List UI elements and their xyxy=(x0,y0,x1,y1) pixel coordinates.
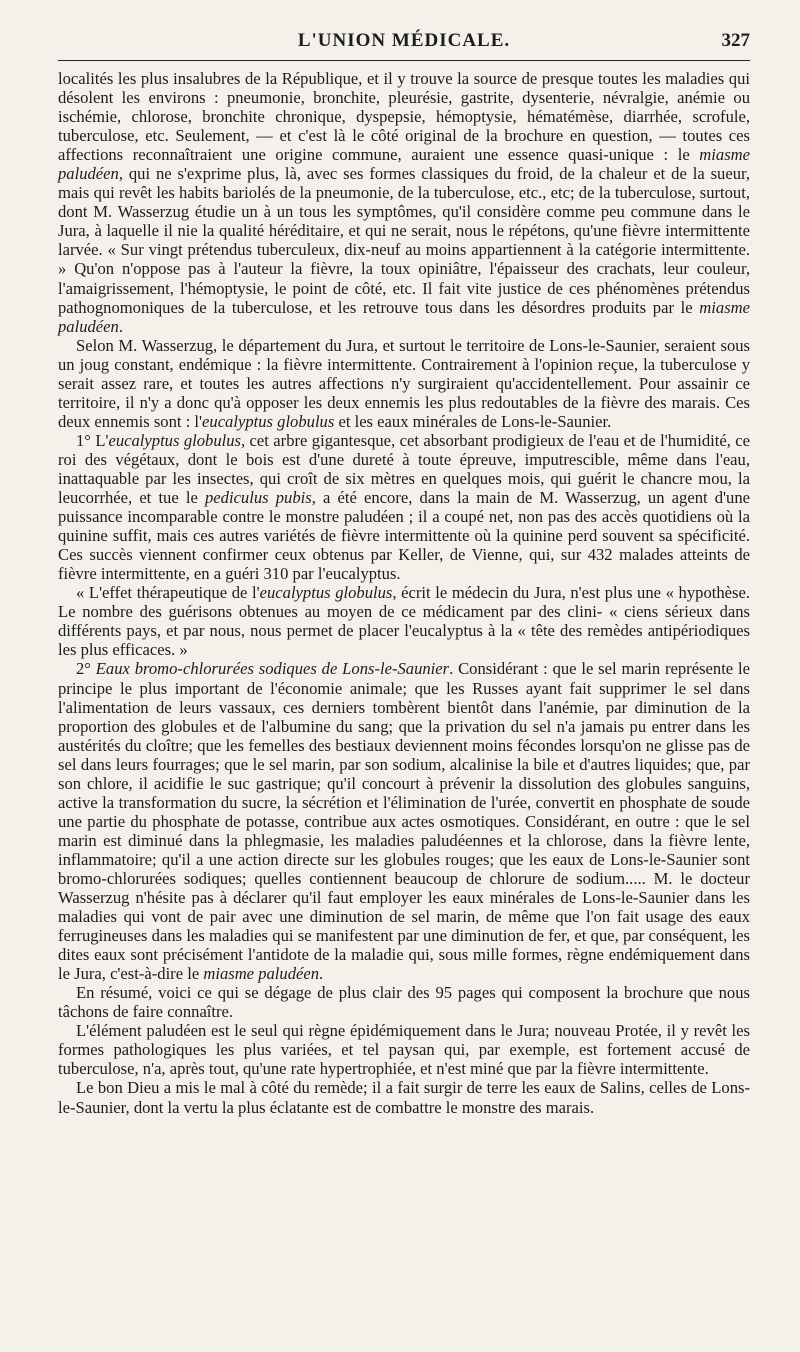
paragraph-symptoms: localités les plus insalubres de la République, et il y trouve la source de presque toutes les maladies qui désolent les environs : pneumonie, bronchite, pleurésie, gastrite, dysenterie, névralgie, anémie ou ischémie, chlorose, bronchite chronique, dyspepsie, hémoptysie, hématémèse, diarrhée, scrofule, tuberculose, etc. Seulement, — et c'est là le côté original de la brochure en question, — toutes ces affections reconnaîtraient une origine commune, auraient une essence quasi-unique : le miasme paludéen, qui ne s'exprime plus, là, avec ses formes classiques du froid, de la chaleur et de la sueur, mais qui revêt les habits bariolés de la pneumonie, de la tuberculose, etc., etc; de la tuberculose, surtout, dont M. Wasserzug étudie un à un tous les symptômes, qu'il considère comme peu commune dans le Jura, à laquelle il nie la qualité héréditaire, et qui ne serait, nous le répétons, qu'une fièvre intermittente larvée. « Sur vingt prétendus tuberculeux, dix-neuf au moins appartiennent à la catégorie intermittente. » Qu'on n'oppose pas à l'auteur la fièvre, la toux opiniâtre, l'épaisseur des crachats, leur couleur, l'amaigrissement, l'hémoptysie, le point de côté, etc. Il fait vite justice de ces phénomènes prétendus pathognomoniques de la tuberculose, et les retrouve tous dans les désordres produits par le miasme paludéen. xyxy=(58,69,750,336)
paragraph-jura-endemic: Selon M. Wasserzug, le département du Jura, et surtout le territoire de Lons-le-Saunier, seraient sous un joug constant, endémique : la fièvre intermittente. Contrairement à l'opinion reçue, la tuberculose y serait assez rare, et toutes les autres affections n'y surgiraient qu'accidentellement. Pour assainir ce territoire, il n'y a donc qu'à opposer les deux ennemis les plus redoutables de la fièvre des marais. Ces deux ennemis sont : l'eucalyptus globulus et les eaux minérales de Lons-le-Saunier. xyxy=(58,335,750,431)
paragraph-eucalyptus: 1° L'eucalyptus globulus, cet arbre gigantesque, cet absorbant prodigieux de l'eau et de l'humidité, ce roi des végétaux, dont le bois est d'une dureté à toute épreuve, imputrescible, même dans l'eau, inattaquable par les insectes, qui croît de six mètres en quelques mois, qui guérit le chancre mou, la leucorrhée, et tue le pediculus pubis, a été encore, dans la main de M. Wasserzug, un agent d'une puissance incomparable contre le monstre paludéen ; il a coupé net, non pas des accès quotidiens où la quinine suffit, mais ces autres variétés de fièvre intermittente où la quinine perd souvent sa spécificité. Ces succès viennent confirmer ceux obtenus par Keller, de Vienne, qui, sur 432 malades atteints de fièvre intermittente, en a guéri 310 par l'eucalyptus. xyxy=(58,430,750,584)
paragraph-quotation: « L'effet thérapeutique de l'eucalyptus globulus, écrit le médecin du Jura, n'est plus une « hypothèse. Le nombre des guérisons obtenues au moyen de ce médicament par des clini- « ciens sérieux dans différents pays, et par nous, nous permet de placer l'eucalyptus à la « tête des remèdes antipériodiques les plus efficaces. » xyxy=(58,583,750,660)
paragraph-paludean-element: L'élément paludéen est le seul qui règne épidémiquement dans le Jura; nouveau Protée, il y revêt les formes pathologiques les plus variées, et tel paysan qui, par exemple, est fortement accusé de tuberculose, n'a, après tout, qu'une rate hypertrophiée, et n'est miné que par la fièvre intermittente. xyxy=(58,1021,750,1079)
paragraph-conclusion: Le bon Dieu a mis le mal à côté du remède; il a fait surgir de terre les eaux de Salins, celles de Lons-le-Saunier, dont la vertu la plus éclatante est de combattre le monstre des marais. xyxy=(58,1078,750,1117)
article-body xyxy=(58,69,750,1117)
paragraph-bromo-chlorure-waters: 2° Eaux bromo-chlorurées sodiques de Lons-le-Saunier. Considérant : que le sel marin représente le principe le plus important de l'économie animale; que les Russes ayant fait supprimer le sel dans l'alimentation de leurs vassaux, ces derniers tombèrent bientôt dans l'anémie, par diminution de la proportion des globules et de l'albumine du sang; que la privation du sel n'a jamais pu entrer dans les austérités du cloître; que les femelles des bestiaux deviennent moins fécondes lorsqu'on ne glisse pas de sel dans leurs fourrages; que le sel marin, par son sodium, alcalinise la bile et d'autres liquides; que, par son chlore, il acidifie le suc gastrique; qu'il concourt à prévenir la dissolution des globules sanguins, active la transformation du sucre, la sécrétion et l'élimination de l'urée, convertit en phosphate de soude une partie du phosphate de potasse, contribue aux actes osmotiques. Considérant, en outre : que le sel marin est diminué dans la phlegmasie, les maladies paludéennes et la chlorose, dans la fièvre lente, inflammatoire; qu'il a une action directe sur les globules rouges; que les eaux de Lons-le-Saunier sont bromo-chlorurées sodiques; quelles contiennent beaucoup de chlorure de sodium..... M. le docteur Wasserzug n'hésite pas à déclarer qu'il faut employer les eaux minérales de Lons-le-Saunier dans les maladies qui vont de pair avec une diminution de sel marin, de même que l'on fait usage des eaux ferrugineuses dans les maladies qui se manifestent par une diminution de fer, et que, par conséquent, les dites eaux sont précisément l'antidote de la maladie qui, sous mille formes, règne endémiquement dans le Jura, c'est-à-dire le miasme paludéen. xyxy=(58,659,750,984)
journal-title: L'UNION MÉDICALE. xyxy=(297,30,511,51)
running-header xyxy=(58,26,750,61)
paragraph-summary: En résumé, voici ce qui se dégage de plus clair des 95 pages qui composent la brochure que nous tâchons de faire connaître. xyxy=(58,983,750,1022)
page-number: 327 xyxy=(721,30,750,51)
